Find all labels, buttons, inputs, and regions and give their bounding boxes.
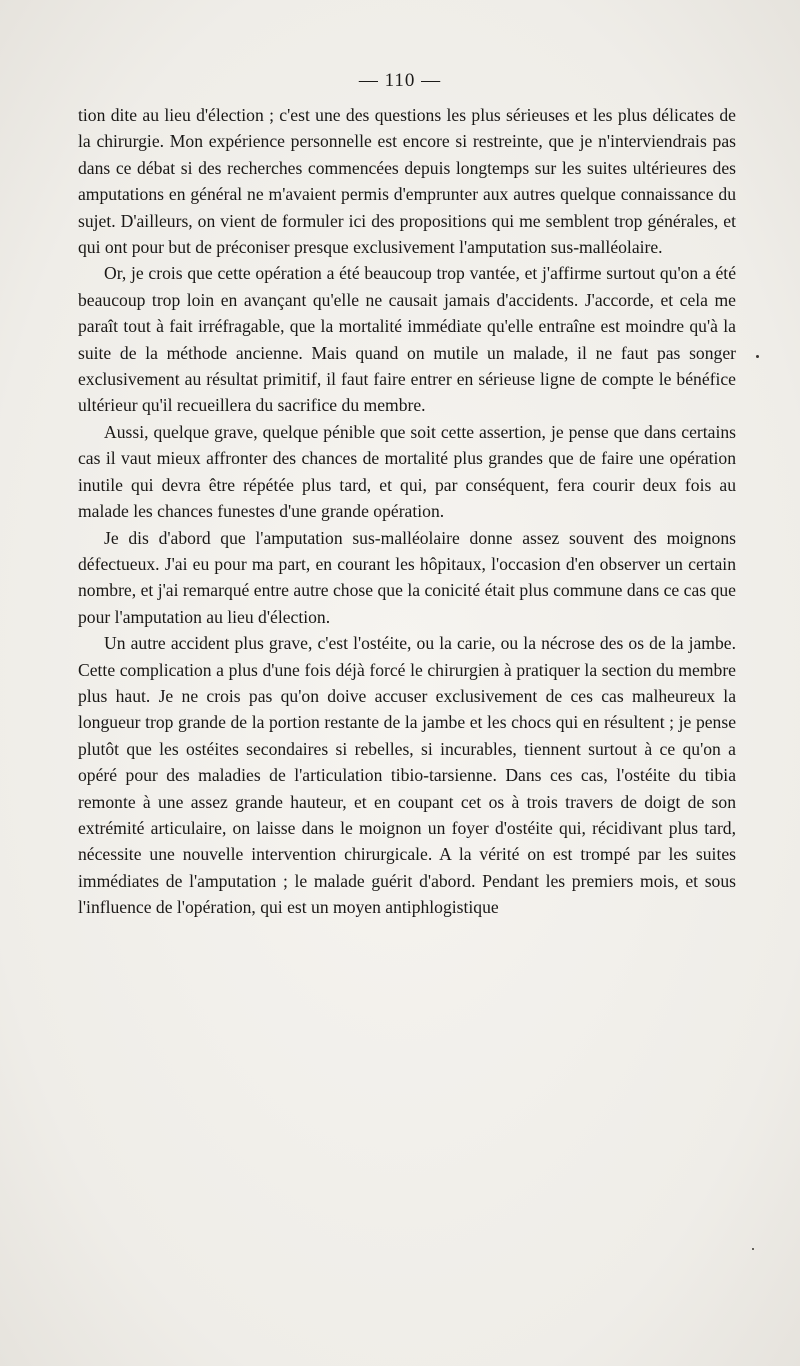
paragraph-1: tion dite au lieu d'élection ; c'est une des questions les plus sérieuses et les plus délicates de la chirurgie. Mon expérience personnelle est encore si restreinte, que je n'interviendrais pas dans ce débat si des recherches commencées depuis longtemps sur les suites ultérieures des amputations en général ne m'avaient permis d'emprunter aux autres quelque connaissance du sujet. D'ailleurs, on vient de formuler ici des propositions qui me semblent trop générales, et qui ont pour but de préconiser presque exclusivement l'amputation sus-malléolaire.	[78, 105, 736, 258]
paragraph-5: Un autre accident plus grave, c'est l'ostéite, ou la carie, ou la nécrose des os de la jambe. Cette complication a plus d'une fois déjà forcé le chirurgien à pratiquer la section du membre plus haut. Je ne crois pas qu'on doive accuser exclusivement de ces cas malheureux la longueur trop grande de la portion restante de la jambe et les chocs qui en résultent ; je pense plutôt que les ostéites secondaires si rebelles, si incurables, tiennent surtout à ce qu'on a opéré pour des maladies de l'articulation tibio-tarsienne. Dans ces cas, l'ostéite du tibia remonte à une assez grande hauteur, et en coupant cet os à trois travers de doigt de son extrémité articulaire, on laisse dans le moignon un foyer d'ostéite qui, récidivant plus tard, nécessite une nouvelle intervention chirurgicale. A la vérité on est trompé par les suites immédiates de l'amputation ; le malade guérit d'abord. Pendant les premiers mois, et sous l'influence de l'opération, qui est un moyen antiphlogistique	[78, 633, 736, 918]
print-speck	[752, 1248, 754, 1250]
body-text	[78, 102, 736, 921]
print-speck	[756, 355, 759, 358]
paragraph-2: Or, je crois que cette opération a été beaucoup trop vantée, et j'affirme surtout qu'on a été beaucoup trop loin en avançant qu'elle ne causait jamais d'accidents. J'accorde, et cela me paraît tout à fait irréfragable, que la mortalité immédiate qu'elle entraîne est moindre qu'à la suite de la méthode ancienne. Mais quand on mutile un malade, il ne faut pas songer exclusivement au résultat primitif, il faut faire entrer en sérieuse ligne de compte le bénéfice ultérieur qu'il recueillera du sacrifice du membre.	[78, 263, 736, 416]
page-number: — 110 —	[358, 70, 442, 91]
paragraph-3: Aussi, quelque grave, quelque pénible que soit cette assertion, je pense que dans certains cas il vaut mieux affronter des chances de mortalité plus grandes que de faire une opération inutile qui devra être répétée plus tard, et qui, par conséquent, fera courir deux fois au malade les chances funestes d'une grande opération.	[78, 421, 736, 522]
paragraph-4: Je dis d'abord que l'amputation sus-malléolaire donne assez souvent des moignons défectueux. J'ai eu pour ma part, en courant les hôpitaux, l'occasion d'en observer un certain nombre, et j'ai remarqué entre autre chose que la conicité était plus commune dans ce cas que pour l'amputation au lieu d'élection.	[78, 527, 736, 627]
